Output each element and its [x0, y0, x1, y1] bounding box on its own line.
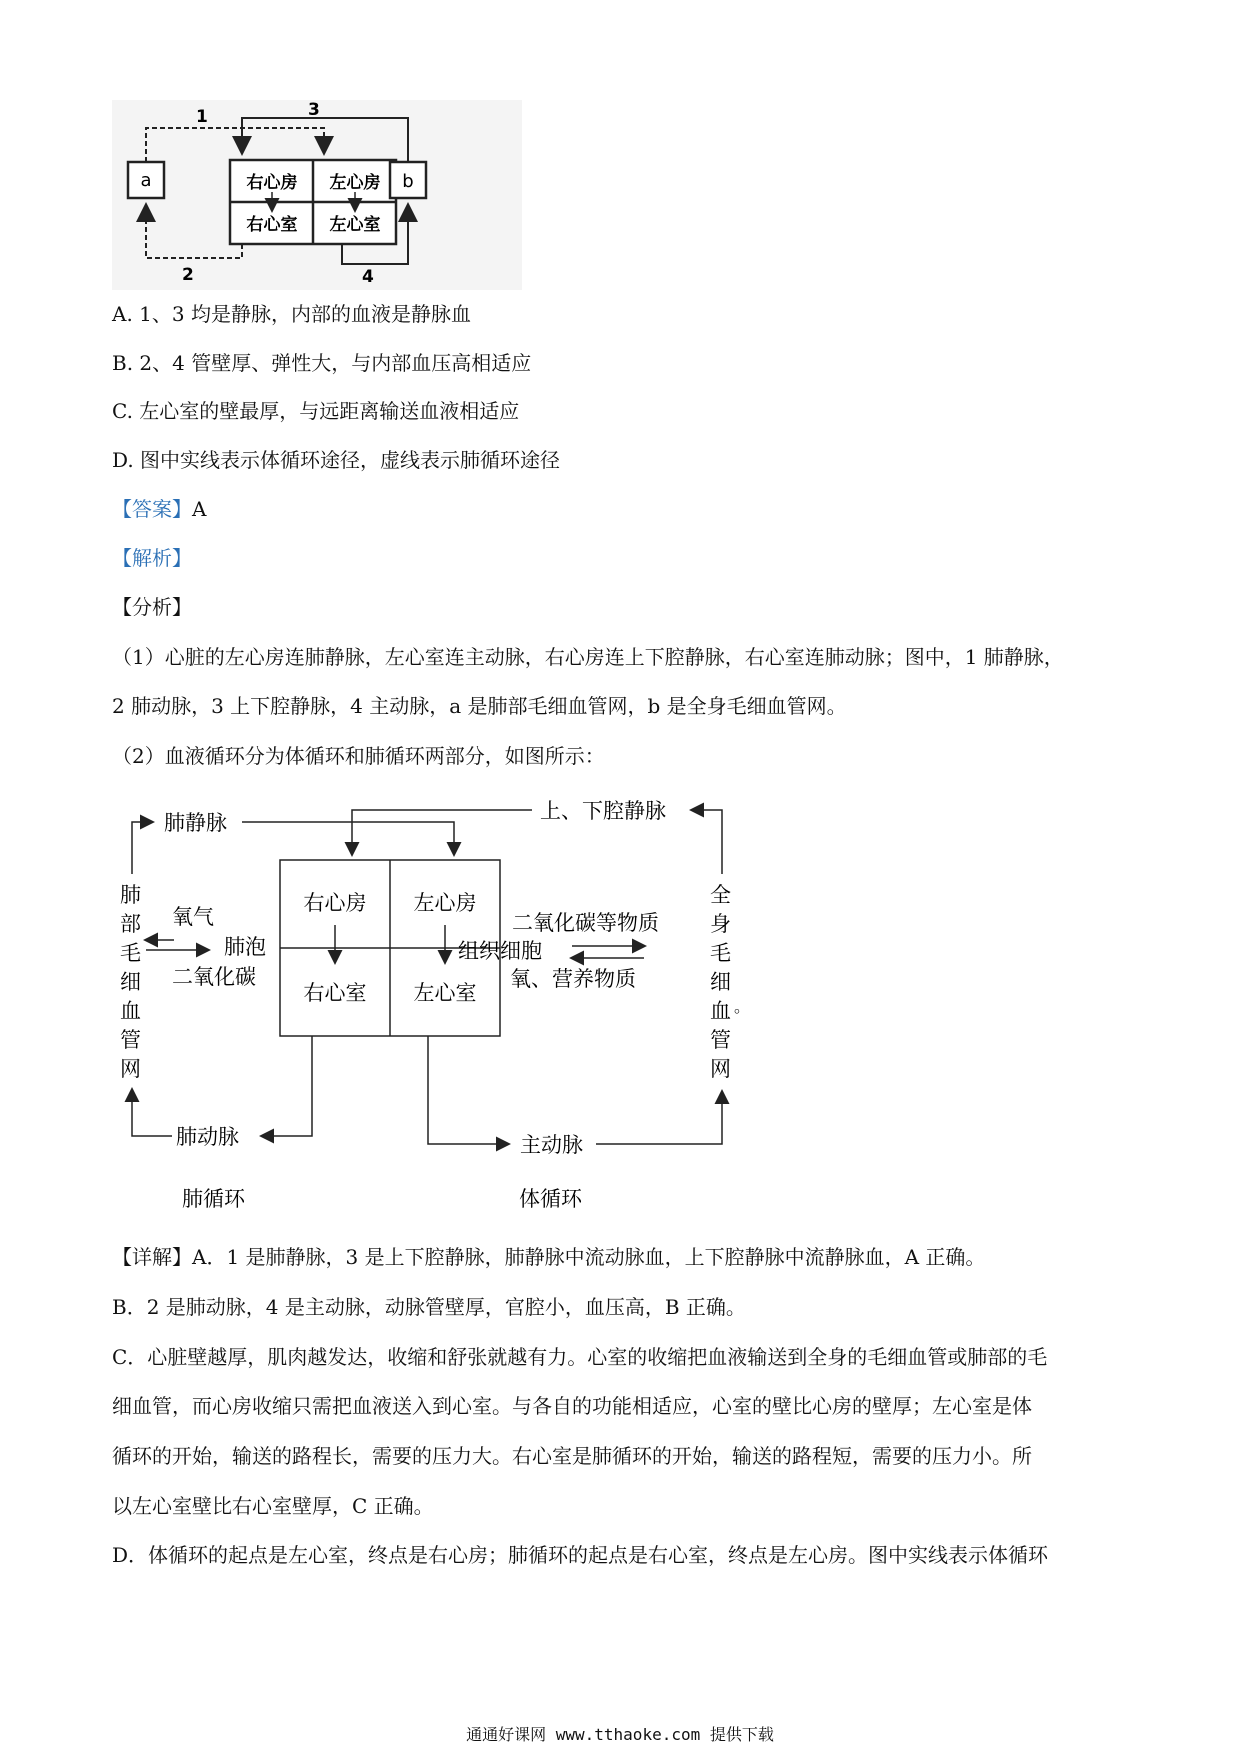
- lung-capillary-label: [120, 883, 141, 1081]
- option-a: A. 1、3 均是静脉，内部的血液是静脉血: [112, 302, 471, 326]
- d1-num-4: 4: [362, 267, 374, 287]
- oxygen-label: 氧气: [172, 905, 214, 929]
- d1-num-2: 2: [182, 265, 194, 285]
- detail-c-line1: C．心脏壁越厚，肌肉越发达，收缩和舒张就越有力。心室的收缩把血液输送到全身的毛细血管或肺部的毛: [112, 1345, 1048, 1369]
- d1-right-atrium: 右心房: [246, 173, 298, 193]
- option-d: D. 图中实线表示体循环途径，虚线表示肺循环途径: [112, 448, 561, 472]
- detail-c-line2: 细血管，而心房收缩只需把血液送入到心室。与各自的功能相适应，心室的壁比心房的壁厚；左心室是体: [112, 1394, 1032, 1418]
- svg-text:身: 身: [710, 912, 731, 936]
- analysis-label: 【解析】: [112, 546, 192, 570]
- svg-text:细: 细: [120, 970, 141, 994]
- vena-cava-label: 上、下腔静脉: [540, 799, 666, 823]
- option-c: C. 左心室的壁最厚，与远距离输送血液相适应: [112, 399, 520, 423]
- svg-text:部: 部: [120, 912, 141, 936]
- pulmonary-artery-label: 肺动脉: [176, 1125, 239, 1149]
- systemic-circulation-caption: 体循环: [519, 1187, 582, 1211]
- d2-left-atrium: 左心房: [413, 891, 477, 915]
- detail-c-line3: 循环的开始，输送的路程长，需要的压力大。右心室是肺循环的开始，输送的路程短，需要的压力小。所: [112, 1444, 1032, 1468]
- oxygen-nutrients-label: 氧、营养物质: [510, 967, 636, 991]
- body-capillary-label: [710, 883, 750, 1081]
- svg-text:网: 网: [120, 1057, 141, 1081]
- option-b: B. 2、4 管壁厚、弹性大，与内部血压高相适应: [112, 351, 532, 375]
- svg-text:肺: 肺: [120, 883, 141, 907]
- svg-text:血: 血: [120, 999, 141, 1023]
- d1-left-ventricle: 左心室: [329, 215, 381, 235]
- alveoli-label: 肺泡: [224, 935, 266, 959]
- svg-text:全: 全: [710, 883, 731, 907]
- blood-circulation-diagram-2: [112, 790, 752, 1230]
- aorta-label: 主动脉: [520, 1133, 583, 1157]
- detail-c-line4: 以左心室壁比右心室壁厚，C 正确。: [112, 1494, 434, 1518]
- detail-b: B．2 是肺动脉，4 是主动脉，动脉管壁厚，官腔小，血压高，B 正确。: [112, 1295, 746, 1319]
- svg-text:细: 细: [710, 970, 731, 994]
- pulmonary-circulation-caption: 肺循环: [182, 1187, 245, 1211]
- fenxi-label: 【分析】: [112, 595, 192, 619]
- svg-text:管: 管: [120, 1028, 141, 1052]
- tissue-cells-label: 组织细胞: [458, 939, 542, 963]
- d1-right-ventricle: 右心室: [246, 215, 298, 235]
- d1-label-b: b: [402, 171, 414, 192]
- footer-watermark: 通通好课网 www.tthaoke.com 提供下载: [466, 1725, 774, 1744]
- svg-text:毛: 毛: [710, 941, 731, 965]
- co2-etc-label: 二氧化碳等物质: [512, 911, 659, 935]
- d1-left-atrium: 左心房: [329, 173, 381, 193]
- svg-text:血: 血: [710, 999, 731, 1023]
- svg-text:网: 网: [710, 1057, 731, 1081]
- svg-text:。: 。: [734, 997, 751, 1016]
- d1-label-a: a: [140, 170, 152, 191]
- paragraph-1b: 2 肺动脉，3 上下腔静脉，4 主动脉，a 是肺部毛细血管网，b 是全身毛细血管网。: [112, 694, 847, 718]
- answer-value: A: [192, 497, 207, 521]
- svg-text:毛: 毛: [120, 941, 141, 965]
- d2-right-atrium: 右心房: [303, 891, 367, 915]
- paragraph-2: （2）血液循环分为体循环和肺循环两部分，如图所示：: [112, 744, 605, 768]
- answer: [112, 495, 206, 523]
- d2-right-ventricle: 右心室: [303, 981, 367, 1005]
- heart-circulation-diagram-1: [112, 100, 522, 290]
- d2-left-ventricle: 左心室: [413, 981, 477, 1005]
- detail-d: D．体循环的起点是左心室，终点是右心房；肺循环的起点是右心室，终点是左心房。图中实线表示体循环: [112, 1543, 1049, 1567]
- svg-text:管: 管: [710, 1028, 731, 1052]
- paragraph-1: （1）心脏的左心房连肺静脉，左心室连主动脉，右心房连上下腔静脉，右心室连肺动脉；图中，1 肺静脉，: [112, 645, 1064, 669]
- co2-label: 二氧化碳: [172, 965, 256, 989]
- d1-num-1: 1: [196, 107, 208, 127]
- pulmonary-vein-label: 肺静脉: [164, 811, 227, 835]
- detail-a: 【详解】A．1 是肺静脉，3 是上下腔静脉，肺静脉中流动脉血，上下腔静脉中流静脉血，A 正确。: [112, 1245, 986, 1269]
- d1-num-3: 3: [308, 100, 320, 120]
- answer-label: 【答案】: [112, 497, 192, 521]
